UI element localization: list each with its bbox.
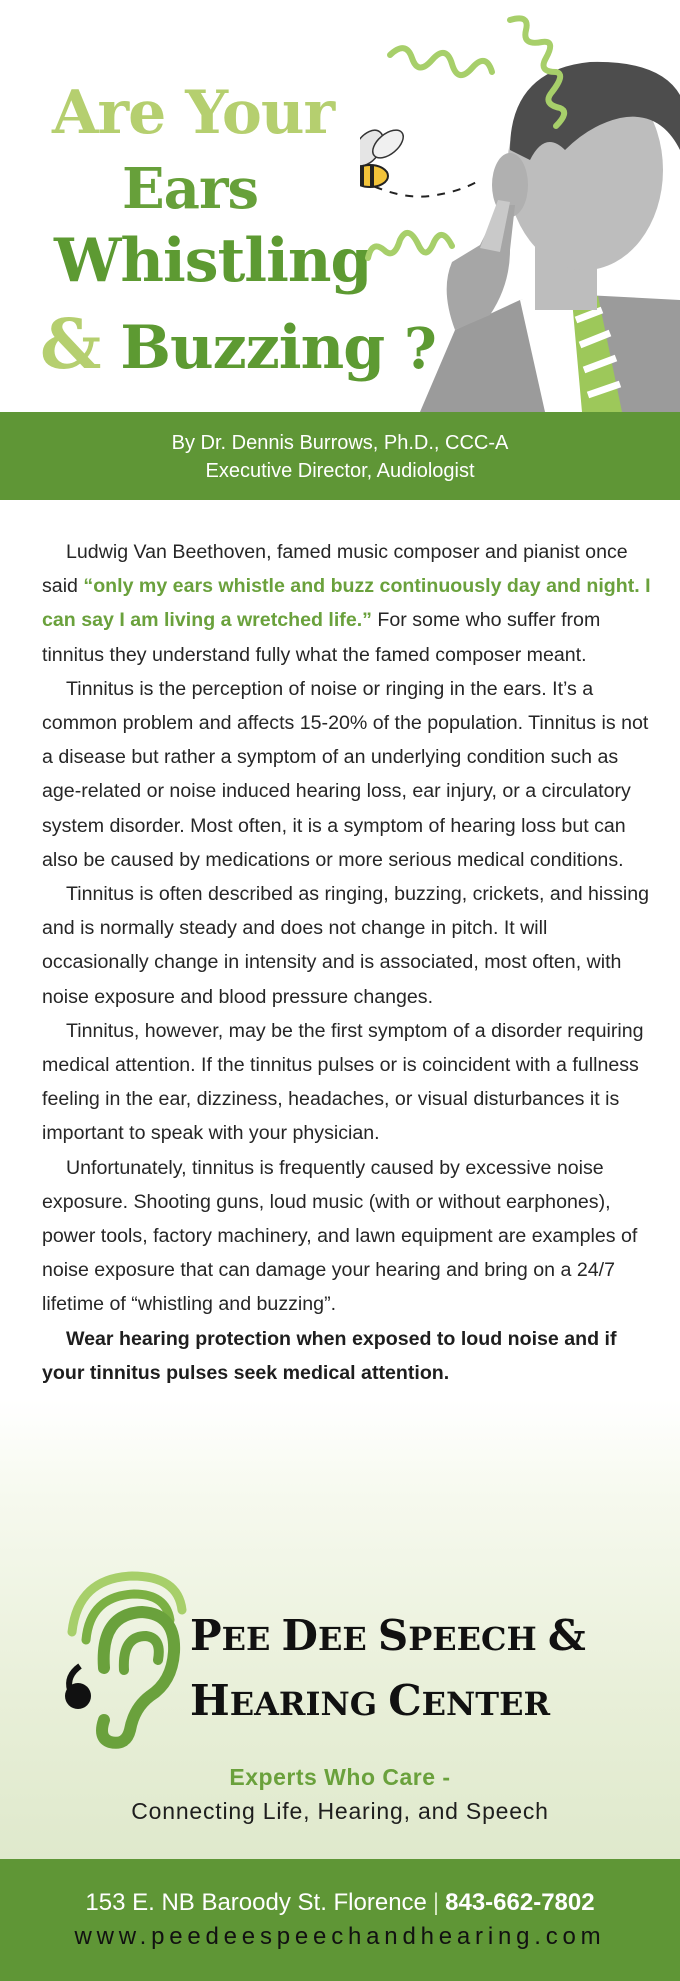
paragraph-1-tail: For some who suffer from tinnitus they understand fully what the famed composer meant. [42, 609, 601, 666]
org-letter: C [388, 1676, 422, 1725]
title-line-3: Whistling [54, 226, 372, 296]
man-illustration [360, 0, 680, 412]
org-letters: EE [221, 1620, 282, 1658]
contact-line [0, 1887, 680, 1919]
org-letters: EARING [229, 1685, 389, 1723]
org-ampersand: & [547, 1611, 586, 1660]
byline-band [0, 412, 680, 500]
paragraph-5: Unfortunately, tinnitus is frequently caused by excessive noise exposure. Shooting guns, loud music (with or without earphones), power tools, factory machinery, and lawn equipment are examples of noise exposure that can damage your hearing and bring on a 24/7 lifetime of “whistling and buzzing”. [42, 1156, 638, 1316]
paragraph-2: Tinnitus is the perception of noise or ringing in the ears. It’s a common problem and affects 15-20% of the population. Tinnitus is not a disease but rather a symptom of an underlying condition such as age-related or noise induced hearing loss, ear injury, or a circulatory system disorder. Most often, it is a symptom of hearing loss but can also be caused by medications or more serious medical conditions. [42, 677, 649, 871]
street-address: 153 E. NB Baroody St. Florence [85, 1889, 427, 1916]
tagline-connecting: Connecting Life, Hearing, and Speech [131, 1798, 549, 1824]
org-letter: P [190, 1611, 222, 1660]
website-link[interactable]: www.peedeespeechandhearing.com [74, 1923, 606, 1950]
footer-band [0, 1859, 680, 1981]
title-question-mark: ? [404, 316, 436, 382]
organization-name [190, 1608, 586, 1738]
paragraph-1 [42, 535, 652, 672]
paragraph-3: Tinnitus is often described as ringing, buzzing, crickets, and hissing and is normally steady and does not change in pitch. It will occasionally change in intensity and is associated, most often, with noise exposure and blood pressure changes. [42, 883, 650, 1008]
article-body [42, 535, 652, 1390]
org-letters: PEECH [408, 1620, 548, 1658]
bee-icon [360, 125, 408, 187]
paragraph-1-lead: Ludwig Van Beethoven, famed music composer and pianist once said [42, 541, 628, 598]
author-role: Executive Director, Audiologist [205, 460, 475, 482]
title-ampersand: & [40, 305, 101, 385]
title-line-2: Ears [122, 156, 258, 222]
beethoven-quote: “only my ears whistle and buzz continuously day and night. I can say I am living a wretched life.” [42, 575, 651, 632]
org-letter: D [281, 1611, 318, 1660]
org-name-line-1 [190, 1608, 586, 1673]
org-letter: S [377, 1611, 409, 1660]
closing-advice: Wear hearing protection when exposed to loud noise and if your tinnitus pulses seek medical attention. [42, 1327, 617, 1384]
ear-logo-icon [58, 1570, 188, 1750]
contact-separator: | [432, 1889, 440, 1916]
org-letters: EE [317, 1620, 378, 1658]
header [0, 0, 680, 412]
title-line-1: Are Your [52, 78, 335, 148]
tagline-experts: Experts Who Care - [229, 1764, 451, 1790]
tagline [0, 1760, 680, 1828]
org-name-line-2 [190, 1673, 586, 1738]
paragraph-4: Tinnitus, however, may be the first symptom of a disorder requiring medical attention. If the tinnitus pulses or is coincident with a fullness feeling in the ear, dizziness, headaches, or visual disturbances it is important to speak with your physician. [42, 1019, 644, 1145]
author-name: By Dr. Dennis Burrows, Ph.D., CCC-A [171, 432, 509, 454]
title-word-buzzing: Buzzing [120, 313, 385, 383]
phone-number[interactable]: 843-662-7802 [445, 1889, 595, 1916]
org-letter: H [190, 1676, 230, 1725]
org-letters: ENTER [421, 1685, 551, 1723]
